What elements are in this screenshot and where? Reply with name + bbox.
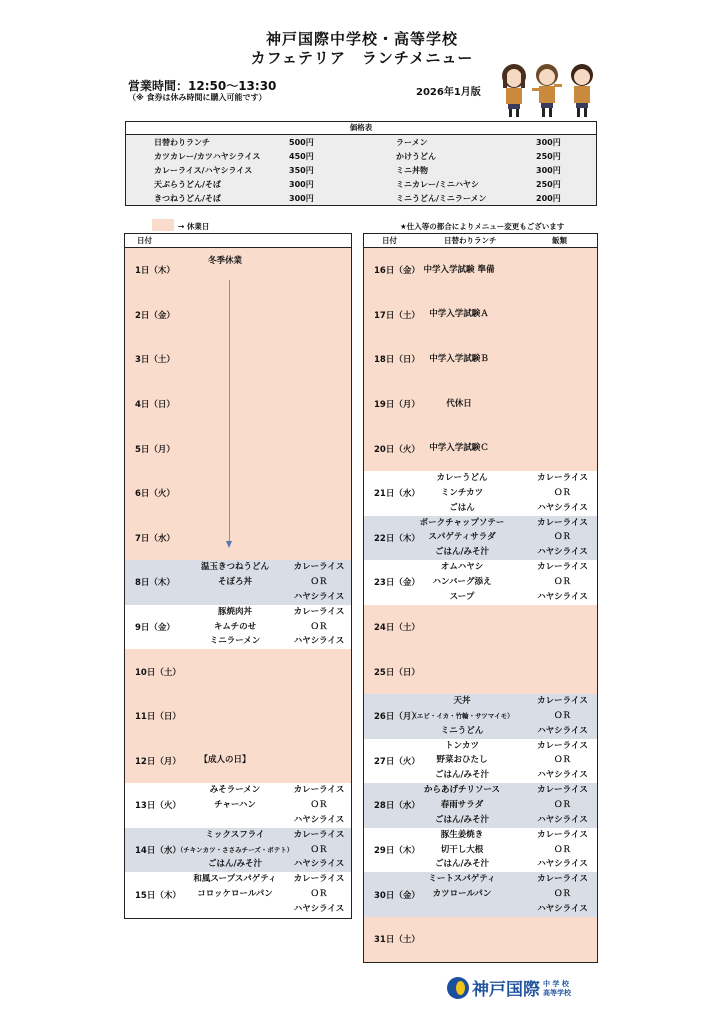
price-item: ミニ丼物 xyxy=(396,166,428,175)
row-rice: ハヤシライス xyxy=(537,591,588,602)
row-lunch xyxy=(234,813,237,828)
row-date: 14日（水） xyxy=(135,846,181,857)
business-hours: 営業時間：12:50～13:30 xyxy=(128,79,277,93)
row-lunch: （エビ・イカ・竹輪・サツマイモ） xyxy=(410,711,514,720)
row-date: 26日（月） xyxy=(374,712,420,723)
row-lunch: ごはん/みそ汁 xyxy=(434,814,490,825)
price-item: 日替わりランチ xyxy=(154,138,210,147)
price-item: きつねうどん/そば xyxy=(154,194,221,203)
row-rice: ＯＲ xyxy=(553,577,571,588)
row-date: 16日（金） xyxy=(374,266,420,277)
school-logo-text: 神戸国際 xyxy=(472,980,540,1000)
price-value: 350円 xyxy=(289,166,314,175)
calendar-left xyxy=(124,233,352,919)
row-lunch: ごはん/みそ汁 xyxy=(207,859,263,870)
calendar-row xyxy=(364,649,597,694)
row-lunch: オムハヤシ xyxy=(440,562,484,573)
row-rice: ＯＲ xyxy=(310,844,328,855)
calendar-row xyxy=(125,471,351,516)
holiday-legend-label: → 休業日 xyxy=(178,222,210,231)
row-lunch: 和風スープスパゲティ xyxy=(193,874,277,885)
row-lunch: からあげチリソース xyxy=(423,785,501,796)
header-lunch: 日替わりランチ xyxy=(444,236,497,245)
holiday-legend-swatch xyxy=(152,219,174,231)
row-lunch: 野菜おひたし xyxy=(436,755,488,766)
row-lunch: 温玉きつねうどん xyxy=(200,562,269,573)
row-date: 21日（水） xyxy=(374,489,420,500)
row-rice: ＯＲ xyxy=(310,621,328,632)
row-rice: カレーライス xyxy=(293,606,345,617)
row-rice: ＯＲ xyxy=(310,800,328,811)
row-rice: ハヤシライス xyxy=(293,591,345,602)
row-date: 31日（土） xyxy=(374,935,420,946)
edition-label: 2026年1月版 xyxy=(416,87,481,98)
row-date: 17日（土） xyxy=(374,310,420,321)
row-rice: カレーライス xyxy=(537,696,588,707)
price-value: 250円 xyxy=(536,180,561,189)
row-rice: ＯＲ xyxy=(553,889,571,900)
calendar-right-header xyxy=(364,234,597,248)
row-date: 25日（日） xyxy=(374,667,420,678)
header-date: 日付 xyxy=(137,236,152,245)
price-item: ミニうどん/ミニラーメン xyxy=(396,194,487,203)
row-date: 12日（月） xyxy=(135,756,181,767)
row-date: 19日（月） xyxy=(374,400,420,411)
row-rice: ＯＲ xyxy=(553,844,571,855)
calendar-row xyxy=(125,649,351,694)
calendar-row xyxy=(364,828,597,873)
row-lunch: カツロールパン xyxy=(432,889,492,900)
price-item: ミニカレー/ミニハヤシ xyxy=(396,180,479,189)
row-lunch: 中学入学試験Ｃ xyxy=(429,443,489,454)
row-date: 1日（木） xyxy=(135,266,175,277)
price-value: 250円 xyxy=(536,152,561,161)
row-lunch: そぼろ丼 xyxy=(217,577,252,588)
calendar-row xyxy=(125,828,351,873)
row-lunch: 冬季休業 xyxy=(207,256,242,266)
row-date: 23日（金） xyxy=(374,578,420,589)
row-lunch: ごはん/みそ汁 xyxy=(434,859,490,870)
row-lunch: ごはん xyxy=(449,502,475,513)
row-rice: カレーライス xyxy=(537,473,588,484)
row-lunch: みそラーメン xyxy=(209,785,261,796)
price-table-title: 価格表 xyxy=(126,122,596,135)
calendar-row xyxy=(364,605,597,650)
row-rice: カレーライス xyxy=(537,562,588,573)
row-date: 2日（金） xyxy=(135,310,175,321)
row-rice: ハヤシライス xyxy=(293,636,345,647)
calendar-left-header xyxy=(125,234,351,248)
row-date: 15日（木） xyxy=(135,890,181,901)
calendar-row xyxy=(364,917,597,962)
row-lunch: チャーハン xyxy=(214,800,256,811)
row-rice: ハヤシライス xyxy=(293,859,345,870)
calendar-row xyxy=(125,739,351,784)
row-rice: カレーライス xyxy=(293,785,345,796)
calendar-row xyxy=(125,516,351,561)
row-rice: ハヤシライス xyxy=(537,770,588,781)
arrow-down-icon xyxy=(226,541,232,548)
student-illustration-3 xyxy=(565,62,599,118)
calendar-row xyxy=(125,872,351,917)
price-value: 300円 xyxy=(536,138,561,147)
header-rice: 飯類 xyxy=(552,236,567,245)
calendar-row xyxy=(364,739,597,784)
row-rice: カレーライス xyxy=(537,785,588,796)
calendar-row xyxy=(125,293,351,338)
row-rice: カレーライス xyxy=(537,517,588,528)
row-lunch: 豚生姜焼き xyxy=(440,829,484,840)
price-table-body xyxy=(126,135,596,205)
row-date: 3日（土） xyxy=(135,355,175,366)
row-date: 4日（日） xyxy=(135,400,175,411)
row-lunch: 中学入学試験Ｂ xyxy=(429,354,489,365)
row-rice: ＯＲ xyxy=(553,800,571,811)
menu-change-notice: ★仕入等の都合によりメニュー変更もございます xyxy=(400,222,565,231)
calendar-row xyxy=(125,560,351,605)
row-lunch xyxy=(234,902,237,917)
student-illustration-2 xyxy=(530,62,564,118)
row-rice: ハヤシライス xyxy=(537,547,588,558)
row-date: 8日（木） xyxy=(135,578,175,589)
school-emblem-icon xyxy=(447,977,469,999)
row-date: 9日（金） xyxy=(135,623,175,634)
row-lunch: スパゲティサラダ xyxy=(428,532,496,543)
row-rice: ハヤシライス xyxy=(537,725,588,736)
price-value: 300円 xyxy=(289,180,314,189)
price-value: 450円 xyxy=(289,152,314,161)
title-line1: 神戸国際中学校・高等学校 xyxy=(265,30,458,48)
row-rice: ハヤシライス xyxy=(293,904,345,914)
row-lunch: 豚焼肉丼 xyxy=(217,606,252,617)
row-rice: ハヤシライス xyxy=(537,859,588,870)
calendar-row xyxy=(364,471,597,516)
row-date: 28日（水） xyxy=(374,801,420,812)
row-date: 29日（木） xyxy=(374,846,420,857)
row-rice: カレーライス xyxy=(293,874,345,885)
calendar-row xyxy=(364,560,597,605)
row-lunch: ポークチャップソテー xyxy=(419,517,505,528)
calendar-row xyxy=(364,783,597,828)
price-value: 200円 xyxy=(536,194,561,203)
row-lunch: ごはん/みそ汁 xyxy=(434,770,490,781)
row-lunch: ごはん/みそ汁 xyxy=(434,547,490,558)
price-item: 天ぷらうどん/そば xyxy=(154,180,221,189)
price-item: かけうどん xyxy=(396,152,436,161)
row-lunch: 代休日 xyxy=(446,398,472,409)
calendar-row xyxy=(125,337,351,382)
row-date: 20日（火） xyxy=(374,444,420,455)
row-lunch xyxy=(461,902,464,917)
row-rice: ハヤシライス xyxy=(537,814,588,825)
row-lunch: 天丼 xyxy=(453,696,471,707)
calendar-row xyxy=(364,293,597,338)
row-lunch: コロッケロールパン xyxy=(197,889,273,900)
row-lunch: 春雨サラダ xyxy=(440,800,484,811)
row-rice: カレーライス xyxy=(293,829,345,840)
calendar-row xyxy=(125,605,351,650)
price-item: ラーメン xyxy=(396,138,428,147)
row-rice: カレーライス xyxy=(537,874,588,885)
row-lunch xyxy=(234,590,237,605)
row-rice: カレーライス xyxy=(293,562,345,573)
price-item: カレーライス/ハヤシライス xyxy=(154,166,253,175)
calendar-row xyxy=(364,337,597,382)
row-rice: ＯＲ xyxy=(553,710,571,721)
row-rice: ハヤシライス xyxy=(537,502,588,513)
price-item: カツカレー/カツハヤシライス xyxy=(154,152,261,161)
school-logo xyxy=(447,975,571,1000)
row-date: 11日（日） xyxy=(135,712,181,723)
price-value: 300円 xyxy=(289,194,314,203)
calendar-row xyxy=(125,783,351,828)
school-logo-sub: 中 学 校 高等学校 xyxy=(543,978,571,997)
row-rice: カレーライス xyxy=(537,740,588,751)
row-lunch: 中学入学試験Ａ xyxy=(429,309,489,320)
calendar-row xyxy=(125,426,351,471)
row-lunch: スープ xyxy=(449,591,475,602)
row-rice: ＯＲ xyxy=(553,755,571,766)
student-illustration-1 xyxy=(497,62,531,118)
row-rice: ＯＲ xyxy=(553,487,571,498)
holiday-arrow-line xyxy=(229,280,230,543)
row-date: 30日（金） xyxy=(374,890,420,901)
row-date: 18日（日） xyxy=(374,355,420,366)
price-value: 500円 xyxy=(289,138,314,147)
row-lunch: ハンバーグ添え xyxy=(432,577,492,588)
row-date: 27日（火） xyxy=(374,756,420,767)
calendar-row xyxy=(364,382,597,427)
row-rice: ハヤシライス xyxy=(537,904,588,914)
calendar-row xyxy=(125,694,351,739)
calendar-row xyxy=(364,248,597,293)
row-lunch: （チキンカツ・ささみチーズ・ポテト） xyxy=(176,845,294,854)
row-date: 13日（火） xyxy=(135,801,181,812)
row-lunch: ミックスフライ xyxy=(205,829,265,840)
row-lunch: トンカツ xyxy=(444,740,479,751)
calendar-row xyxy=(364,694,597,739)
row-date: 6日（火） xyxy=(135,489,175,500)
calendar-row xyxy=(364,516,597,561)
row-date: 10日（土） xyxy=(135,667,181,678)
row-date: 7日（水） xyxy=(135,533,175,544)
hours-note: （※ 食券は休み時間に購入可能です） xyxy=(128,93,267,102)
row-rice: ＯＲ xyxy=(310,889,328,900)
row-rice: ＯＲ xyxy=(553,532,571,543)
price-table xyxy=(125,121,597,206)
row-date: 24日（土） xyxy=(374,623,420,634)
calendar-row xyxy=(125,382,351,427)
row-rice: ＯＲ xyxy=(310,577,328,588)
row-date: 5日（月） xyxy=(135,444,175,455)
header-date: 日付 xyxy=(382,236,397,245)
calendar-row xyxy=(364,426,597,471)
calendar-row xyxy=(125,248,351,293)
calendar-right xyxy=(363,233,598,963)
row-rice: ハヤシライス xyxy=(293,814,345,825)
row-lunch: 中学入学試験 準備 xyxy=(423,264,495,275)
row-lunch: キムチのせ xyxy=(213,621,257,632)
row-lunch: ミニラーメン xyxy=(209,636,261,647)
title-line2: カフェテリア ランチメニュー xyxy=(250,49,474,67)
price-value: 300円 xyxy=(536,166,561,175)
row-lunch: ミートスパゲティ xyxy=(428,874,496,885)
row-lunch: 切干し大根 xyxy=(440,844,484,855)
calendar-row xyxy=(364,872,597,917)
row-date: 22日（木） xyxy=(374,533,420,544)
row-lunch: カレーうどん xyxy=(436,473,488,484)
row-lunch: 【成人の日】 xyxy=(199,755,251,766)
row-lunch: ミンチカツ xyxy=(440,487,484,498)
row-lunch: ミニうどん xyxy=(440,725,484,736)
row-rice: カレーライス xyxy=(537,829,588,840)
